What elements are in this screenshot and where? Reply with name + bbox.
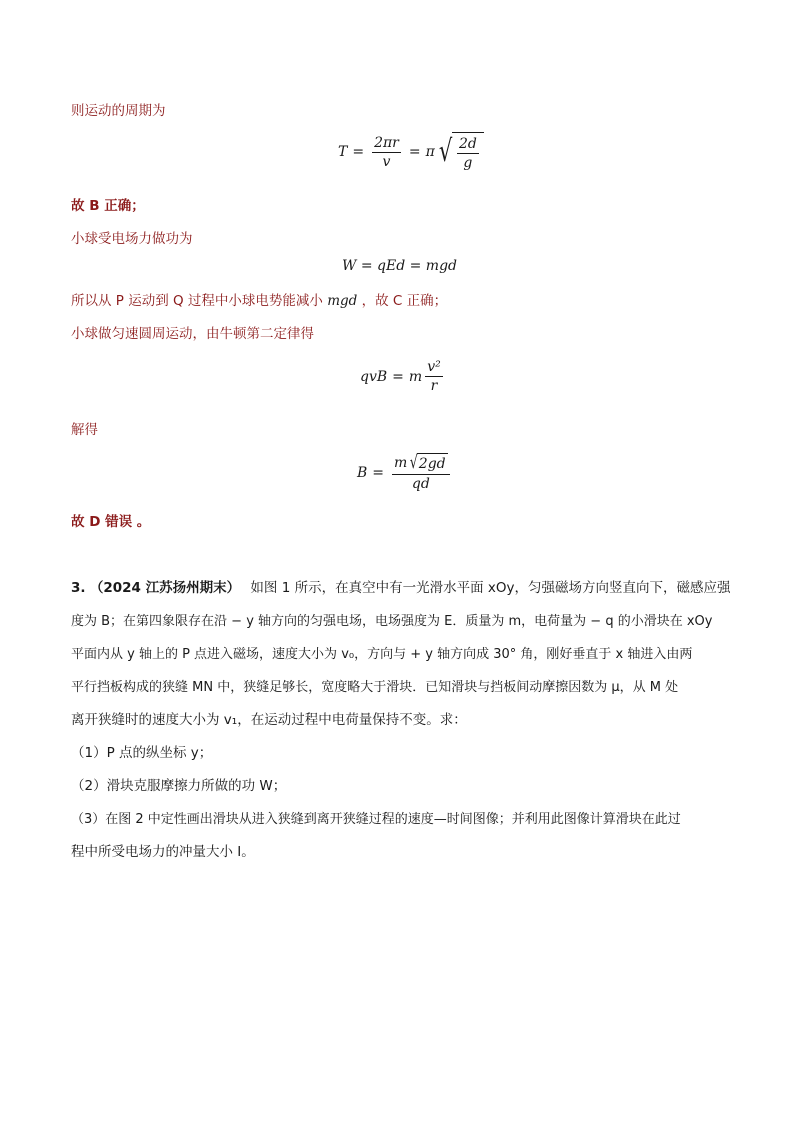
work-formula: W = qEd = mgd: [342, 258, 457, 274]
newton-intro: 小球做匀速圆周运动，由牛顿第二定律得: [71, 326, 314, 342]
newton-denominator: r: [430, 378, 438, 394]
energy-line-end: ，故 C 正确；: [361, 293, 448, 309]
solve-label: 解得: [71, 422, 98, 438]
b-sqrt: √ 2gd: [410, 452, 446, 473]
d-wrong-line: 故 D 错误 。: [71, 514, 151, 530]
newton-formula: qvB = m $\frac{\text{v²}}{r}$: [360, 359, 441, 394]
period-denominator: v: [382, 153, 391, 170]
problem-text-line: 离开狭缝时的速度大小为 v₁，在运动过程中电荷量保持不变。求：: [71, 712, 467, 728]
problem-3: [71, 572, 731, 869]
b-formula: B = m √ 2gd qd: [357, 453, 453, 492]
problem-line-1: [71, 572, 731, 605]
question-3: （3）在图 2 中定性画出滑块从进入狭缝到离开狭缝过程的速度—时间图像；并利用此图像计算滑块在此过: [71, 812, 681, 827]
newton-coef: m: [408, 368, 423, 385]
b-denominator: qd: [411, 476, 430, 492]
work-intro: 小球受电场力做功为: [71, 231, 193, 247]
problem-text-line: 如图 1 所示，在真空中有一光滑水平面 xOy，匀强磁场方向竖直向下，磁感应强: [250, 580, 731, 596]
period-sqrt: √ $\frac{2d}{g}$: [436, 132, 484, 172]
period-formula: T = $\frac{2\pi r}{v}$ = π √ $\frac{2d}{g}$: [338, 132, 484, 172]
energy-line: [71, 292, 447, 310]
newton-fraction: [425, 359, 443, 394]
newton-numerator: v²: [427, 359, 441, 375]
b-correct-line: 故 B 正确；: [71, 198, 145, 214]
question-3-cont: 程中所受电场力的冲量大小 I。: [71, 844, 255, 860]
question-2: （2）滑块克服摩擦力所做的功 W；: [71, 778, 287, 794]
energy-line-text: 所以从 P 运动到 Q 过程中小球电势能减小: [71, 293, 323, 309]
period-numerator: 2πr: [374, 134, 399, 151]
energy-value: mgd: [327, 293, 358, 309]
problem-text-line: 度为 B；在第四象限存在沿 − y 轴方向的匀强电场，电场强度为 E．质量为 m，电荷量为 − q 的小滑块在 xOy: [71, 614, 713, 629]
period-coef: π: [425, 144, 435, 160]
b-fraction: [392, 453, 450, 492]
period-fraction: [372, 135, 401, 170]
question-1: （1）P 点的纵坐标 y；: [71, 745, 213, 761]
newton-lhs: qvB: [360, 368, 388, 385]
sqrt-numerator: 2d: [458, 136, 477, 152]
problem-text-line: 平面内从 y 轴上的 P 点进入磁场，速度大小为 v₀，方向与 + y 轴方向成 30° 角，刚好垂直于 x 轴进入由两: [71, 647, 693, 662]
problem-text-line: 平行挡板构成的狭缝 MN 中，狭缝足够长，宽度略大于滑块．已知滑块与挡板间动摩擦因数为 μ，从 M 处: [71, 680, 679, 695]
sqrt-denominator: g: [463, 155, 473, 171]
b-sqrt-content: 2gd: [418, 455, 446, 472]
b-num-coef: m: [394, 455, 408, 471]
period-lhs: T: [338, 144, 348, 160]
period-intro: 则运动的周期为: [71, 103, 166, 119]
b-lhs: B: [357, 464, 368, 481]
problem-source: （2024 江苏扬州期末）: [89, 580, 241, 596]
problem-number: 3.: [71, 580, 86, 596]
